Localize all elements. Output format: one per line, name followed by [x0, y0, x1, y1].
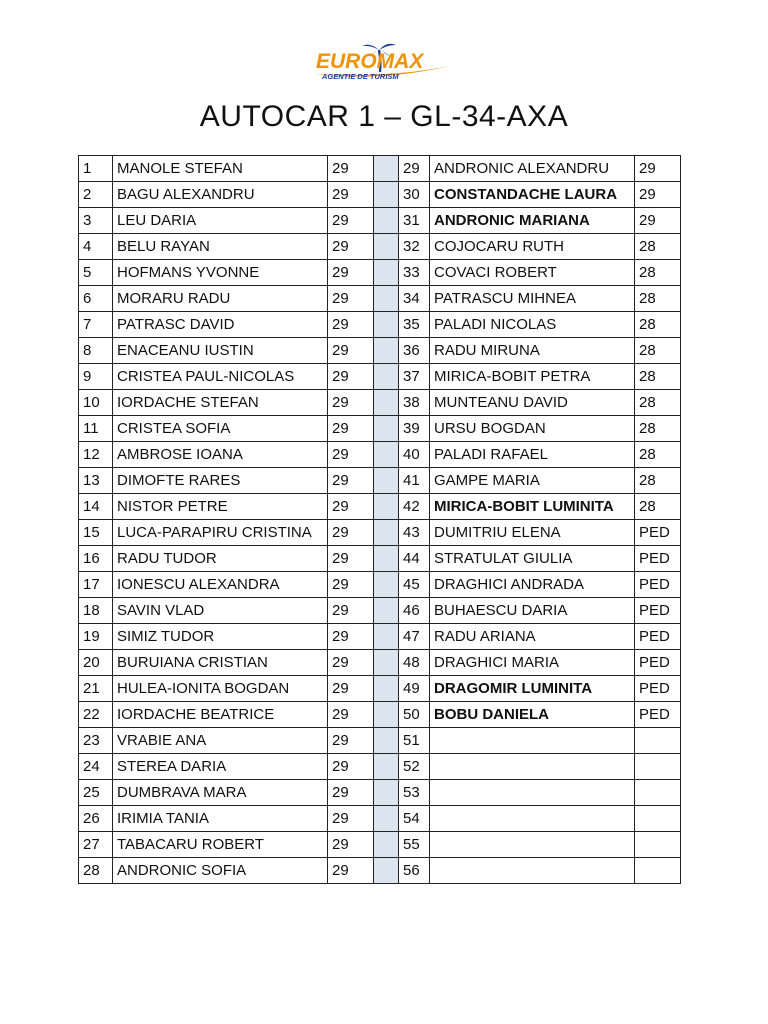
- aisle-separator: [374, 728, 399, 754]
- passenger-age: 29: [328, 390, 374, 416]
- aisle-separator: [374, 624, 399, 650]
- seat-number: 20: [79, 650, 113, 676]
- aisle-separator: [374, 312, 399, 338]
- passenger-age: 29: [328, 286, 374, 312]
- seat-number: 55: [399, 832, 430, 858]
- seat-number: 51: [399, 728, 430, 754]
- aisle-separator: [374, 156, 399, 182]
- seat-number: 11: [79, 416, 113, 442]
- passenger-age: 29: [328, 598, 374, 624]
- table-row: [79, 780, 681, 806]
- aisle-separator: [374, 442, 399, 468]
- table-row: [79, 208, 681, 234]
- seat-number: 42: [399, 494, 430, 520]
- passenger-name: SAVIN VLAD: [113, 598, 328, 624]
- aisle-separator: [374, 572, 399, 598]
- seat-number: 7: [79, 312, 113, 338]
- passenger-age: 29: [635, 156, 681, 182]
- passenger-name: CRISTEA PAUL-NICOLAS: [113, 364, 328, 390]
- passenger-name: NISTOR PETRE: [113, 494, 328, 520]
- passenger-age: 29: [328, 858, 374, 884]
- passenger-name: HOFMANS YVONNE: [113, 260, 328, 286]
- logo-wordmark: EUROMAX: [316, 50, 424, 73]
- passenger-age: 29: [328, 650, 374, 676]
- aisle-separator: [374, 806, 399, 832]
- passenger-name: IORDACHE STEFAN: [113, 390, 328, 416]
- passenger-name: IONESCU ALEXANDRA: [113, 572, 328, 598]
- seat-number: 1: [79, 156, 113, 182]
- aisle-separator: [374, 182, 399, 208]
- table-row: [79, 338, 681, 364]
- seat-number: 18: [79, 598, 113, 624]
- passenger-name: CONSTANDACHE LAURA: [430, 182, 635, 208]
- passenger-age: 29: [328, 156, 374, 182]
- seat-number: 25: [79, 780, 113, 806]
- seat-number: 17: [79, 572, 113, 598]
- passenger-name: [430, 832, 635, 858]
- seat-number: 6: [79, 286, 113, 312]
- passenger-name: ANDRONIC MARIANA: [430, 208, 635, 234]
- table-row: [79, 832, 681, 858]
- seat-number: 27: [79, 832, 113, 858]
- passenger-name: [430, 806, 635, 832]
- passenger-age: 29: [635, 182, 681, 208]
- aisle-separator: [374, 364, 399, 390]
- seat-number: 38: [399, 390, 430, 416]
- passenger-age: 29: [328, 520, 374, 546]
- table-row: [79, 624, 681, 650]
- passenger-age: 29: [328, 780, 374, 806]
- seat-number: 46: [399, 598, 430, 624]
- passenger-age: 29: [328, 468, 374, 494]
- seat-number: 5: [79, 260, 113, 286]
- seat-number: 13: [79, 468, 113, 494]
- seat-number: 43: [399, 520, 430, 546]
- table-row: [79, 156, 681, 182]
- aisle-separator: [374, 494, 399, 520]
- aisle-separator: [374, 702, 399, 728]
- table-row: [79, 312, 681, 338]
- seat-number: 23: [79, 728, 113, 754]
- passenger-name: COJOCARU RUTH: [430, 234, 635, 260]
- aisle-separator: [374, 520, 399, 546]
- passenger-name: BELU RAYAN: [113, 234, 328, 260]
- passenger-name: PALADI NICOLAS: [430, 312, 635, 338]
- seat-number: 40: [399, 442, 430, 468]
- passenger-name: DUMITRIU ELENA: [430, 520, 635, 546]
- passenger-name: URSU BOGDAN: [430, 416, 635, 442]
- passenger-name: MIRICA-BOBIT LUMINITA: [430, 494, 635, 520]
- passenger-age: 29: [328, 754, 374, 780]
- passenger-name: ANDRONIC SOFIA: [113, 858, 328, 884]
- passenger-name: [430, 728, 635, 754]
- passenger-name: [430, 780, 635, 806]
- seat-number: 3: [79, 208, 113, 234]
- passenger-name: PATRASC DAVID: [113, 312, 328, 338]
- passenger-name: ENACEANU IUSTIN: [113, 338, 328, 364]
- passenger-name: BOBU DANIELA: [430, 702, 635, 728]
- passenger-age: 29: [328, 494, 374, 520]
- passenger-name: IRIMIA TANIA: [113, 806, 328, 832]
- passenger-age: 28: [635, 286, 681, 312]
- seat-number: 30: [399, 182, 430, 208]
- passenger-age: 28: [635, 416, 681, 442]
- passenger-age: [635, 806, 681, 832]
- passenger-name: CRISTEA SOFIA: [113, 416, 328, 442]
- passenger-name: MUNTEANU DAVID: [430, 390, 635, 416]
- table-row: [79, 390, 681, 416]
- seat-number: 50: [399, 702, 430, 728]
- passenger-age: 28: [635, 312, 681, 338]
- passenger-age: 29: [328, 312, 374, 338]
- passenger-age: 29: [328, 182, 374, 208]
- passenger-name: RADU ARIANA: [430, 624, 635, 650]
- seat-number: 49: [399, 676, 430, 702]
- seat-number: 32: [399, 234, 430, 260]
- table-row: [79, 806, 681, 832]
- passenger-age: PED: [635, 650, 681, 676]
- passenger-name: DRAGHICI ANDRADA: [430, 572, 635, 598]
- passenger-name: BURUIANA CRISTIAN: [113, 650, 328, 676]
- aisle-separator: [374, 468, 399, 494]
- seat-number: 39: [399, 416, 430, 442]
- table-row: [79, 520, 681, 546]
- passenger-name: SIMIZ TUDOR: [113, 624, 328, 650]
- passenger-age: PED: [635, 598, 681, 624]
- passenger-age: 29: [635, 208, 681, 234]
- seat-number: 36: [399, 338, 430, 364]
- passenger-name: STRATULAT GIULIA: [430, 546, 635, 572]
- page-title: AUTOCAR 1 – GL-34-AXA: [199, 100, 569, 133]
- passenger-age: [635, 728, 681, 754]
- passenger-name: PATRASCU MIHNEA: [430, 286, 635, 312]
- seat-number: 10: [79, 390, 113, 416]
- passenger-name: BUHAESCU DARIA: [430, 598, 635, 624]
- passenger-name: [430, 754, 635, 780]
- passenger-age: 28: [635, 364, 681, 390]
- passenger-name: PALADI RAFAEL: [430, 442, 635, 468]
- passenger-name: GAMPE MARIA: [430, 468, 635, 494]
- passenger-age: 28: [635, 260, 681, 286]
- table-row: [79, 572, 681, 598]
- seat-number: 56: [399, 858, 430, 884]
- passenger-age: 29: [328, 338, 374, 364]
- seat-number: 15: [79, 520, 113, 546]
- aisle-separator: [374, 650, 399, 676]
- passenger-name: DRAGHICI MARIA: [430, 650, 635, 676]
- seat-number: 44: [399, 546, 430, 572]
- seat-number: 19: [79, 624, 113, 650]
- table-row: [79, 676, 681, 702]
- table-row: [79, 728, 681, 754]
- passenger-age: 28: [635, 442, 681, 468]
- table-row: [79, 702, 681, 728]
- aisle-separator: [374, 832, 399, 858]
- table-row: [79, 754, 681, 780]
- passenger-age: 29: [328, 676, 374, 702]
- table-row: [79, 234, 681, 260]
- aisle-separator: [374, 598, 399, 624]
- passenger-name: RADU TUDOR: [113, 546, 328, 572]
- passenger-age: 29: [328, 832, 374, 858]
- passenger-age: PED: [635, 546, 681, 572]
- passenger-age: 29: [328, 260, 374, 286]
- passenger-name: COVACI ROBERT: [430, 260, 635, 286]
- seat-number: 34: [399, 286, 430, 312]
- seat-number: 33: [399, 260, 430, 286]
- aisle-separator: [374, 208, 399, 234]
- passenger-age: 29: [328, 234, 374, 260]
- seat-number: 54: [399, 806, 430, 832]
- aisle-separator: [374, 338, 399, 364]
- seat-number: 16: [79, 546, 113, 572]
- passenger-age: 29: [328, 624, 374, 650]
- passenger-age: 29: [328, 702, 374, 728]
- passenger-name: MORARU RADU: [113, 286, 328, 312]
- seat-number: 26: [79, 806, 113, 832]
- table-row: [79, 182, 681, 208]
- table-row: [79, 416, 681, 442]
- passenger-name: ANDRONIC ALEXANDRU: [430, 156, 635, 182]
- passenger-age: PED: [635, 572, 681, 598]
- seating-table: [78, 155, 681, 884]
- aisle-separator: [374, 234, 399, 260]
- table-row: [79, 286, 681, 312]
- seat-number: 12: [79, 442, 113, 468]
- aisle-separator: [374, 260, 399, 286]
- passenger-age: 28: [635, 494, 681, 520]
- seat-number: 45: [399, 572, 430, 598]
- passenger-name: DIMOFTE RARES: [113, 468, 328, 494]
- seat-number: 4: [79, 234, 113, 260]
- passenger-name: BAGU ALEXANDRU: [113, 182, 328, 208]
- seat-number: 9: [79, 364, 113, 390]
- passenger-age: 28: [635, 234, 681, 260]
- seat-number: 53: [399, 780, 430, 806]
- seat-number: 14: [79, 494, 113, 520]
- seat-number: 35: [399, 312, 430, 338]
- aisle-separator: [374, 546, 399, 572]
- passenger-name: AMBROSE IOANA: [113, 442, 328, 468]
- seat-number: 37: [399, 364, 430, 390]
- passenger-name: TABACARU ROBERT: [113, 832, 328, 858]
- seat-number: 29: [399, 156, 430, 182]
- passenger-age: 28: [635, 338, 681, 364]
- passenger-age: 29: [328, 728, 374, 754]
- passenger-age: 29: [328, 416, 374, 442]
- passenger-age: [635, 754, 681, 780]
- passenger-age: [635, 780, 681, 806]
- passenger-name: RADU MIRUNA: [430, 338, 635, 364]
- passenger-age: 29: [328, 546, 374, 572]
- table-row: [79, 598, 681, 624]
- seat-number: 52: [399, 754, 430, 780]
- passenger-age: [635, 832, 681, 858]
- palm-tree-icon: [310, 38, 458, 82]
- passenger-age: PED: [635, 624, 681, 650]
- passenger-age: [635, 858, 681, 884]
- seat-number: 48: [399, 650, 430, 676]
- seat-number: 41: [399, 468, 430, 494]
- aisle-separator: [374, 858, 399, 884]
- passenger-age: 28: [635, 468, 681, 494]
- seat-number: 2: [79, 182, 113, 208]
- passenger-name: VRABIE ANA: [113, 728, 328, 754]
- table-row: [79, 260, 681, 286]
- seat-number: 21: [79, 676, 113, 702]
- table-row: [79, 468, 681, 494]
- passenger-age: 29: [328, 572, 374, 598]
- aisle-separator: [374, 286, 399, 312]
- passenger-age: PED: [635, 676, 681, 702]
- seat-number: 31: [399, 208, 430, 234]
- passenger-name: DUMBRAVA MARA: [113, 780, 328, 806]
- aisle-separator: [374, 780, 399, 806]
- passenger-age: 29: [328, 208, 374, 234]
- aisle-separator: [374, 416, 399, 442]
- logo-subtext: AGENTIE DE TURISM: [322, 72, 399, 81]
- passenger-name: HULEA-IONITA BOGDAN: [113, 676, 328, 702]
- passenger-age: 29: [328, 442, 374, 468]
- passenger-age: PED: [635, 702, 681, 728]
- seat-number: 47: [399, 624, 430, 650]
- aisle-separator: [374, 390, 399, 416]
- table-row: [79, 650, 681, 676]
- passenger-name: MIRICA-BOBIT PETRA: [430, 364, 635, 390]
- passenger-name: MANOLE STEFAN: [113, 156, 328, 182]
- passenger-name: LEU DARIA: [113, 208, 328, 234]
- table-row: [79, 858, 681, 884]
- table-row: [79, 494, 681, 520]
- passenger-age: 28: [635, 390, 681, 416]
- passenger-name: [430, 858, 635, 884]
- table-row: [79, 442, 681, 468]
- passenger-age: 29: [328, 364, 374, 390]
- passenger-name: IORDACHE BEATRICE: [113, 702, 328, 728]
- passenger-name: DRAGOMIR LUMINITA: [430, 676, 635, 702]
- passenger-age: 29: [328, 806, 374, 832]
- aisle-separator: [374, 676, 399, 702]
- passenger-name: STEREA DARIA: [113, 754, 328, 780]
- aisle-separator: [374, 754, 399, 780]
- passenger-name: LUCA-PARAPIRU CRISTINA: [113, 520, 328, 546]
- euromax-logo: [310, 38, 458, 82]
- seat-number: 22: [79, 702, 113, 728]
- table-row: [79, 364, 681, 390]
- seat-number: 8: [79, 338, 113, 364]
- seat-number: 24: [79, 754, 113, 780]
- seat-number: 28: [79, 858, 113, 884]
- table-row: [79, 546, 681, 572]
- passenger-age: PED: [635, 520, 681, 546]
